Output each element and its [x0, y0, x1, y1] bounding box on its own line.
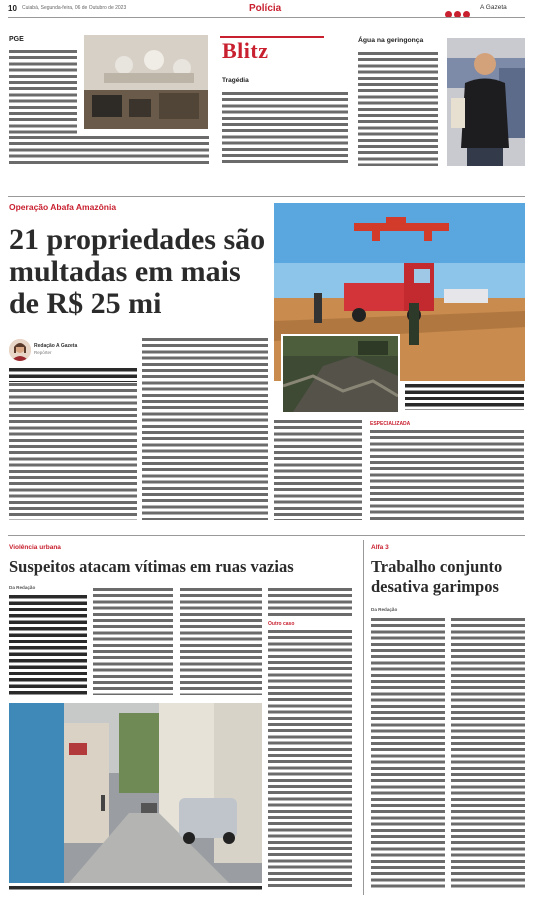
pge-text-wide	[9, 136, 209, 164]
brand-name: A Gazeta	[480, 4, 507, 11]
br-col-2	[451, 618, 525, 890]
date-line: Cuiabá, Segunda-feira, 06 de Outubro de 2023	[22, 5, 127, 11]
author-role: Repórter	[34, 350, 52, 355]
bl-aside-text	[268, 630, 352, 890]
bl-kicker: Violência urbana	[9, 544, 61, 551]
bl-col-3	[180, 588, 262, 695]
empty-street-photo	[9, 703, 262, 883]
man-portrait-photo	[447, 38, 525, 166]
br-headline: Trabalho conjunto desativa garimpos	[371, 557, 503, 596]
br-byline: Da Redação	[371, 607, 398, 612]
seized-items-photo	[84, 35, 208, 129]
main-headline: 21 propriedades são multadas em mais de R$ 25 mi	[9, 223, 266, 320]
bl-headline: Suspeitos atacam vítimas em ruas vazias	[9, 557, 294, 576]
section-title: Polícia	[249, 3, 282, 14]
bl-col-4	[268, 588, 352, 616]
water-text	[358, 52, 438, 166]
main-subhead: ESPECIALIZADA	[370, 421, 411, 427]
pge-text	[9, 50, 77, 134]
blitz-text	[222, 92, 348, 165]
main-col-3	[274, 420, 362, 520]
blitz-title: Blitz	[222, 38, 269, 63]
bl-byline: Da Redação	[9, 585, 36, 590]
main-col-4	[370, 430, 524, 520]
bl-col-1	[9, 595, 87, 695]
main-kicker: Operação Abafa Amazônia	[9, 202, 117, 212]
street-photo-caption	[9, 886, 262, 892]
main-col-1	[9, 383, 137, 520]
blitz-subtitle: Tragédia	[222, 77, 249, 84]
author-name: Redação A Gazeta	[34, 343, 78, 349]
author-avatar	[9, 339, 31, 361]
photo-caption	[405, 384, 524, 410]
main-col-2	[142, 338, 268, 520]
br-kicker: Alfa 3	[371, 544, 389, 551]
main-lede	[9, 368, 137, 382]
bl-col-2	[93, 588, 173, 695]
water-kicker: Água na geringonça	[358, 37, 424, 44]
pge-kicker: PGE	[9, 36, 24, 43]
bl-aside-tag: Outro caso	[268, 621, 295, 627]
social-icons	[445, 5, 475, 13]
deforestation-aerial-photo	[281, 334, 400, 414]
br-col-1	[371, 618, 445, 890]
page-number: 10	[8, 4, 17, 13]
